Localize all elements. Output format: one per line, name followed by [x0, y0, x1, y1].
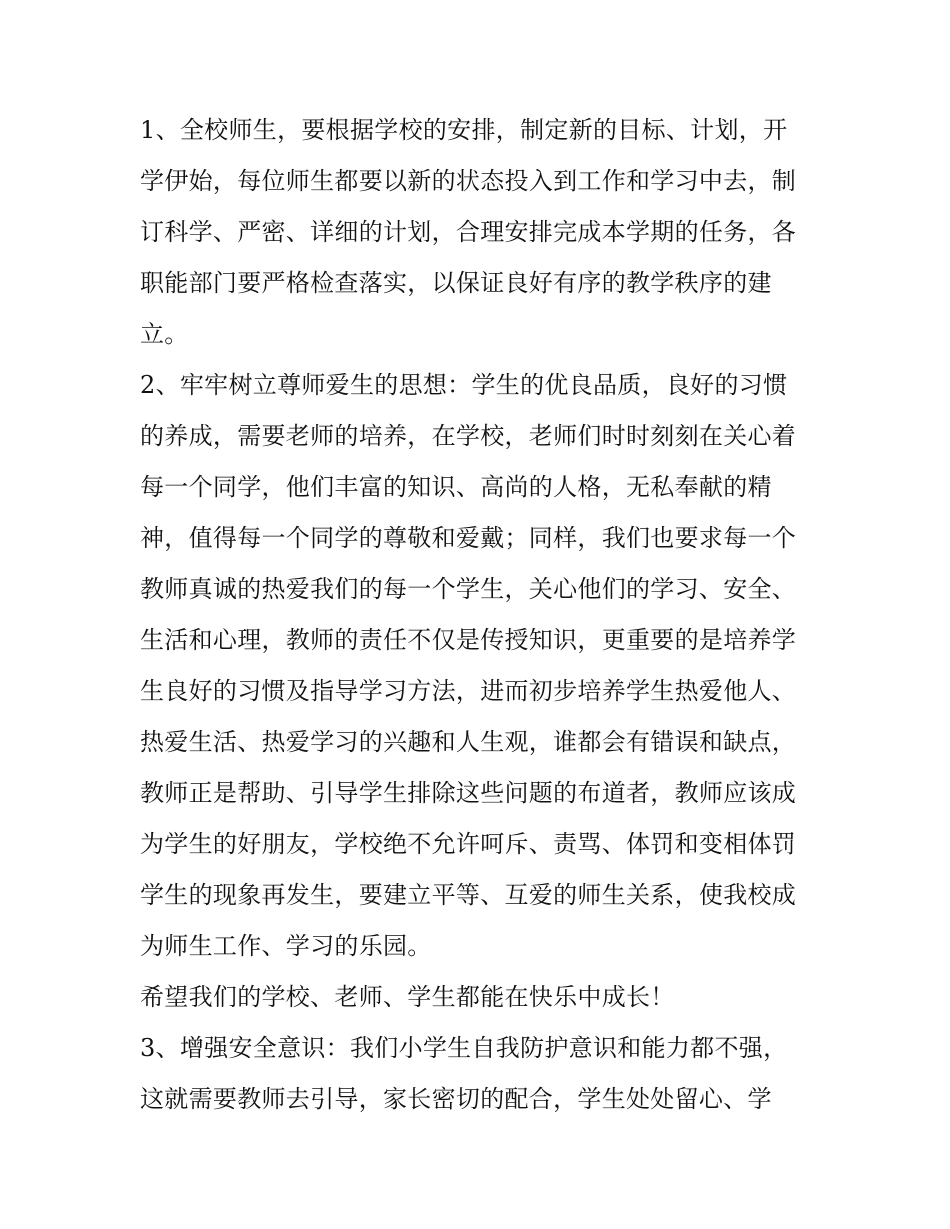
text-line: 为师生工作、学习的乐园。	[140, 932, 432, 960]
text-line: 学伊始，每位师生都要以新的状态投入到工作和学习中去，制	[140, 167, 797, 195]
text-line: 的养成，需要老师的培养，在学校，老师们时时刻刻在关心着	[140, 422, 797, 450]
text-line: 学生的现象再发生，要建立平等、互爱的师生关系，使我校成	[140, 881, 797, 909]
text-line: 立。	[140, 320, 189, 348]
text-line: 生活和心理，教师的责任不仅是传授知识，更重要的是培养学	[140, 626, 797, 654]
text-line: 职能部门要严格检查落实，以保证良好有序的教学秩序的建	[140, 269, 772, 297]
document-body	[140, 105, 820, 1125]
text-line: 3、增强安全意识：我们小学生自我防护意识和能力都不强，	[140, 1034, 788, 1062]
text-line: 神，值得每一个同学的尊敬和爱戴；同样，我们也要求每一个	[140, 524, 797, 552]
text-line: 热爱生活、热爱学习的兴趣和人生观，谁都会有错误和缺点，	[140, 728, 797, 756]
text-line: 希望我们的学校、老师、学生都能在快乐中成长！	[140, 983, 675, 1011]
text-line: 这就需要教师去引导，家长密切的配合，学生处处留心、学	[140, 1085, 772, 1113]
text-line: 1、全校师生，要根据学校的安排，制定新的目标、计划，开	[140, 116, 788, 144]
text-line: 订科学、严密、详细的计划，合理安排完成本学期的任务，各	[140, 218, 797, 246]
text-line: 教师真诚的热爱我们的每一个学生，关心他们的学习、安全、	[140, 575, 797, 603]
text-line: 为学生的好朋友，学校绝不允许呵斥、责骂、体罚和变相体罚	[140, 830, 797, 858]
text-line: 每一个同学，他们丰富的知识、高尚的人格，无私奉献的精	[140, 473, 772, 501]
text-line: 生良好的习惯及指导学习方法，进而初步培养学生热爱他人、	[140, 677, 797, 705]
text-line: 2、牢牢树立尊师爱生的思想：学生的优良品质，良好的习惯	[140, 371, 788, 399]
text-line: 教师正是帮助、引导学生排除这些问题的布道者，教师应该成	[140, 779, 797, 807]
